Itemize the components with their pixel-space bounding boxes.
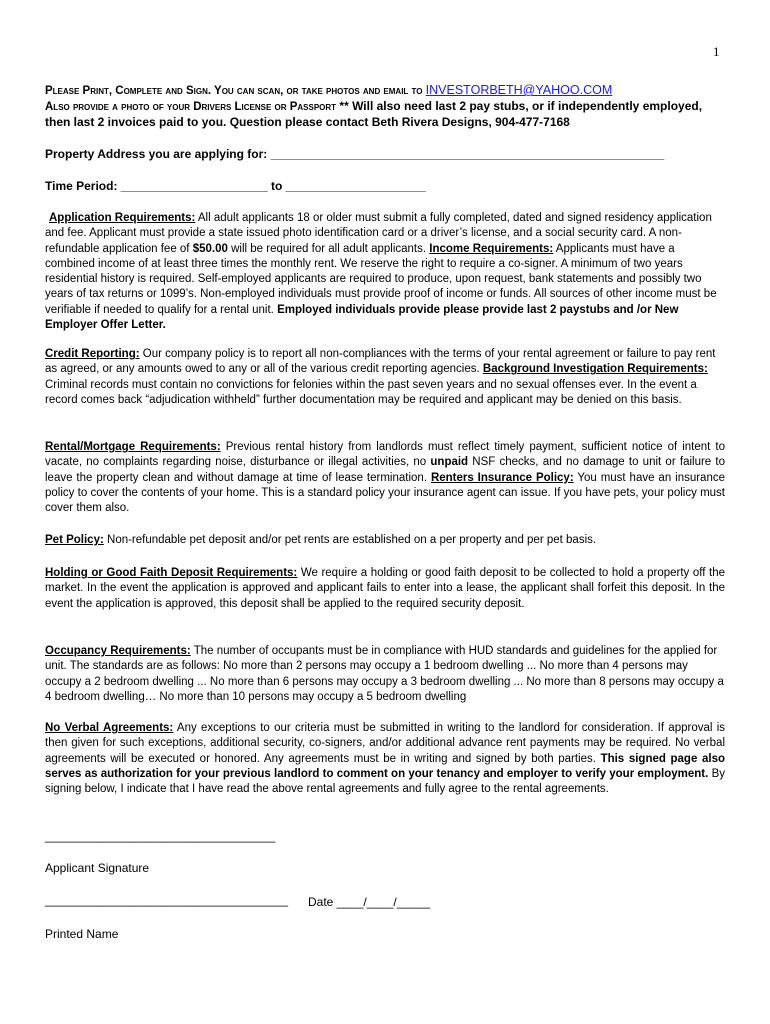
pet-policy [45, 533, 725, 548]
applicant-signature-label: Applicant Signature [45, 861, 150, 875]
property-address-field[interactable]: Property Address you are applying for: ___________________________________________________________ [45, 147, 665, 161]
email-link[interactable]: INVESTORBETH@YAHOO.COM [425, 83, 613, 97]
pet-text: Non-refundable pet deposit and/or pet rents are established on a per property and per pet basis. [103, 534, 597, 546]
authorization-note: This signed page also serves as authorization for your previous landlord to comment on your tenancy and employer to verify your employment. [45, 752, 725, 780]
occupancy-heading: Occupancy Requirements: [45, 645, 191, 657]
income-text: Applicants must have a combined income of at least three times the monthly rent. We reserve the right to require a co-signer. A minimum of two years residential history is required. Self-employed applicants are required to produce, upon request, bank statements and possibly two years of tax returns or 1099’s. Non-employed individuals must provide proof of income or funds. All sources of other income must be verifiable if needed to qualify for a rental unit. [45, 242, 717, 316]
credit-reporting [45, 347, 725, 408]
instructions-line2: Also provide a photo of your Drivers License or Passport [45, 101, 337, 113]
holding-deposit [45, 566, 725, 612]
holding-heading: Holding or Good Faith Deposit Requirements: [45, 567, 298, 579]
application-fee: $50.00 [192, 242, 228, 255]
instructions-block [45, 83, 725, 130]
background-text: Criminal records must contain no convictions for felonies within the past seven years and no sexual offenses ever. In the event a record comes back “adjudication withheld” further documentation may be required and applicant may be denied on this basis. [45, 378, 697, 406]
instructions-line1: Please Print, Complete and Sign. You can scan, or take photos and email to [45, 85, 426, 97]
verbal-heading: No Verbal Agreements: [45, 722, 174, 734]
instructions-rest: ** Will also need last 2 pay stubs, or if independently employed, then last 2 invoices paid to you. Question please contact Beth Rivera Designs, 904-477-7168 [45, 99, 703, 129]
applicant-signature-line[interactable]: ____________________________________ [45, 831, 276, 843]
application-heading: Application Requirements: [49, 212, 196, 224]
holding-text: We require a holding or good faith deposit to be collected to hold a property off the market. In the event the application is approved and applicant fails to enter into a lease, the applicant shall forfeit this deposit. In the event the application is approved, this deposit shall be applied to the required security deposit. [45, 567, 725, 610]
page-number: 1 [713, 44, 720, 59]
occupancy-requirements [45, 644, 725, 705]
application-requirements [45, 211, 725, 333]
application-text-2: will be required for all adult applicants. [227, 242, 430, 255]
time-period-field[interactable]: Time Period: ______________________ to _____________________ [45, 179, 426, 193]
renters-insurance-text: You must have an insurance policy to cover the contents of your home. This is a standard policy your insurance agent can issue. If you have pets, your policy must cover them also. [45, 471, 725, 515]
credit-heading: Credit Reporting: [45, 348, 140, 360]
application-text: All adult applicants 18 or older must submit a fully completed, dated and signed residency application and fee. Applicant must provide a state issued photo identification card or a driver’s license, and a social security card. A non-refundable application fee of [45, 212, 712, 255]
employed-note: Employed individuals provide please provide last 2 paystubs and /or New Employer Offer Letter. [45, 303, 679, 332]
rental-mortgage [45, 440, 725, 516]
rental-heading: Rental/Mortgage Requirements: [45, 441, 221, 453]
verbal-agreements [45, 721, 725, 797]
renters-insurance-heading: Renters Insurance Policy: [430, 471, 574, 484]
agreement-text: By signing below, I indicate that I have read the above rental agreements and fully agree to the rental agreements. [45, 767, 725, 796]
date-field[interactable]: Date ____/____/_____ [308, 895, 431, 909]
income-heading: Income Requirements: [429, 242, 554, 255]
credit-text: Our company policy is to report all non-compliances with the terms of your rental agreement or failure to pay rent as agreed, or any amounts owed to any or all of the various credit reporting agencies. [45, 348, 716, 376]
unpaid-word: unpaid [430, 456, 469, 469]
rental-text: Previous rental history from landlords must reflect timely payment, sufficient notice of intent to vacate, no complaints regarding noise, disturbance or illegal activities, no [45, 441, 725, 469]
background-heading: Background Investigation Requirements: [482, 363, 708, 376]
printed-name-line[interactable]: ______________________________________ [45, 895, 289, 907]
rental-text-2: NSF checks, and no damage to unit or failure to leave the property clean and without damage at time of lease termination. [45, 456, 725, 484]
pet-heading: Pet Policy: [45, 534, 104, 546]
occupancy-text: The number of occupants must be in compliance with HUD standards and guidelines for the applied for unit. The standards are as follows: No more than 2 persons may occupy a 1 bedroom dwelling ... No more than 4 persons may occupy a 2 bedroom dwelling ... No more than 6 persons may occupy a 3 bedroom dwelling ... No more than 8 persons may occupy a 4 bedroom dwelling… No more than 10 persons may occupy a 5 bedroom dwelling [45, 645, 724, 703]
verbal-text: Any exceptions to our criteria must be submitted in writing to the landlord for consideration. If approval is then given for such exceptions, additional security, co-signers, and/or additional advance rent payments may be required. No verbal agreements will be executed or honored. Any agreements must be in writing and signed by both parties. [45, 722, 725, 765]
printed-name-label: Printed Name [45, 927, 119, 941]
